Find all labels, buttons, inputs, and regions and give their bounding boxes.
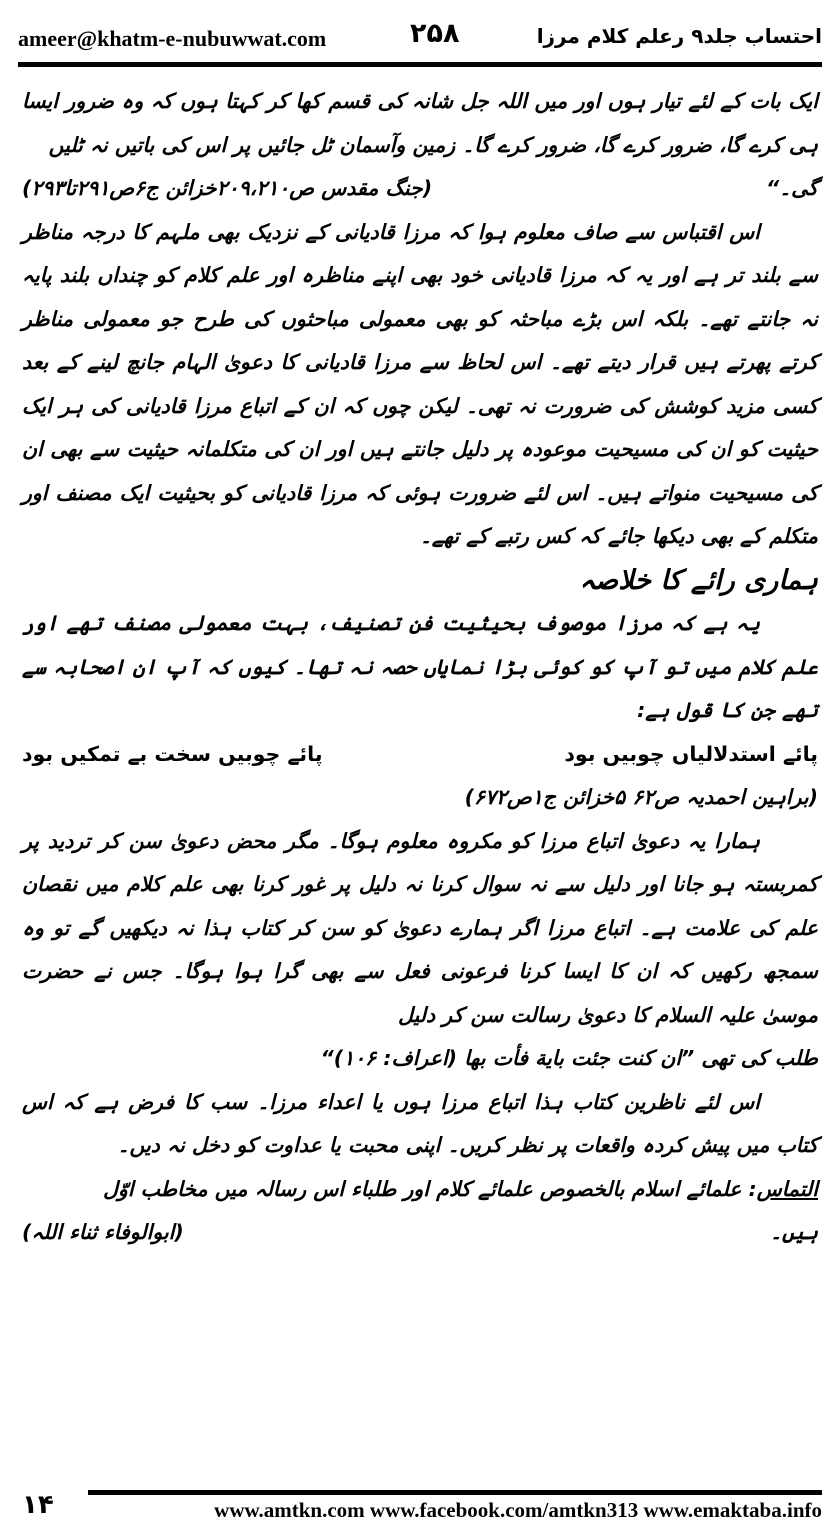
reference-1: (جنگ مقدس ص۲۰۹،۲۱۰خزائن ج۶ص۲۹۱تا۲۹۳): [22, 176, 433, 200]
footer-rule: [88, 1490, 822, 1495]
footer-urls: www.amtkn.com www.facebook.com/amtkn313 www.emaktaba.info: [214, 1498, 822, 1522]
verse-second-hemistich: پائے چوبیں سخت بے تمکیں بود: [22, 741, 323, 766]
page-footer: [18, 1490, 822, 1528]
page-header: [18, 14, 822, 58]
paragraph-5: اس لئے ناظرین کتاب ہذا اتباع مرزا ہوں یا اعداء مرزا۔ سب کا فرض ہے کہ اس کتاب میں پیش کردہ واقعات پر نظر کریں۔ اپنی محبت یا عداوت کو دخل نہ دیں۔: [22, 1089, 818, 1157]
paragraph-2: اس اقتباس سے صاف معلوم ہوا کہ مرزا قادیانی کے نزدیک بھی ملہم کا درجہ مناظر سے بلند تر ہے اور یہ کہ مرزا قادیانی خود بھی اپنے مناظرہ اور علم کلام کو چنداں بلند پایہ نہ جانتے تھے۔ بلکہ اس بڑے مباحثہ کو بھی معمولی مباحثوں کی طرح جو معمولی مناظر کرتے پھرتے ہیں قرار دیتے تھے۔ اس لحاظ سے مرزا قادیانی کا دعویٰ الہام جانچ لینے کے بعد کسی مزید کوشش کی ضرورت نہ تھی۔ لیکن چوں کہ ان کے اتباع مرزا قادیانی کی ہر ایک حیثیت کو ان کی مسیحیت موعودہ پر دلیل جانتے ہیں اور ان کی متکلمانہ حیثیت سے بھی ان کی مسیحیت منواتے ہیں۔ اس لئے ضرورت ہوئی کہ مرزا قادیانی کو بحیثیت ایک مصنف اور متکلم کے بھی دیکھا جائے کہ کس رتبے کے تھے۔: [22, 219, 818, 548]
reference-2: (براہین احمدیہ ص۶۲ ۵خزائن ج۱ص۶۷۲): [464, 785, 818, 809]
signature: (ابوالوفاء ثناء اللہ): [22, 1220, 184, 1244]
persian-verse: [22, 733, 818, 777]
paragraph-3: یہ ہے کہ مرزا موصوف بحیثیت فن تصنیف، بہت معمولی مصنف تھے اور علم کلام میں تو آپ کو کوئی بڑا نمایاں حصہ نہ تھا۔ کیوں کہ آپ ان اصحابہ سے تھے جن کا قول ہے:: [22, 611, 818, 722]
appeal-end: ہیں۔: [769, 1220, 818, 1244]
appeal-text: : علمائے اسلام بالخصوص علمائے کلام اور طلباء اس رسالہ میں مخاطب اوّل: [103, 1176, 757, 1201]
paragraph-1-end: گی۔“: [765, 176, 818, 200]
folio-number: ۱۴: [22, 1490, 54, 1520]
header-email: ameer@khatm-e-nubuwwat.com: [18, 26, 327, 51]
paragraph-4: ہمارا یہ دعویٰ اتباع مرزا کو مکروہ معلوم ہوگا۔ مگر محض دعویٰ سن کر تردید پر کمربستہ ہو جانا اور دلیل سے نہ سوال کرنا نہ دلیل پر غور کرنا بھی علم کلام میں نقصان علم کی علامت ہے۔ اتباع مرزا اگر ہمارے دعویٰ کو سن کر کتاب ہذا نہ دیکھیں گے تو وہ سمجھ رکھیں کہ ان کا ایسا کرنا فرعونی فعل سے بھی گرا ہوا ہوگا۔ جس نے حضرت موسیٰ علیہ السلام کا دعویٰ رسالت سن کر دلیل: [22, 828, 818, 1027]
paragraph-4-end: طلب کی تھی ”ان کنت جئت بایة فأت بها (اعراف: ۱۰۶)“: [320, 1046, 818, 1070]
reference-line-1: [22, 167, 818, 211]
header-rule: [18, 62, 822, 67]
paragraph-1: ایک بات کے لئے تیار ہوں اور میں اللہ جل شانہ کی قسم کھا کر کہتا ہوں کہ وہ ضرور ایسا ہی کرے گا، ضرور کرے گا، ضرور کرے گا۔ زمین وآسمان ٹل جائیں پر اس کی باتیں نہ ٹلیں: [22, 89, 818, 157]
book-title: احتساب جلد۹ رعلم کلام مرزا: [536, 24, 822, 48]
signature-line: [22, 1211, 818, 1255]
section-heading: ہماری رائے کا خلاصہ: [579, 564, 818, 596]
page-body: [22, 80, 818, 1255]
appeal-line: [22, 1168, 818, 1212]
verse-first-hemistich: پائے استدلالیاں چوبیں بود: [564, 741, 818, 766]
appeal-label: التماس: [756, 1176, 818, 1201]
page-number: ۲۵۸: [410, 18, 460, 49]
